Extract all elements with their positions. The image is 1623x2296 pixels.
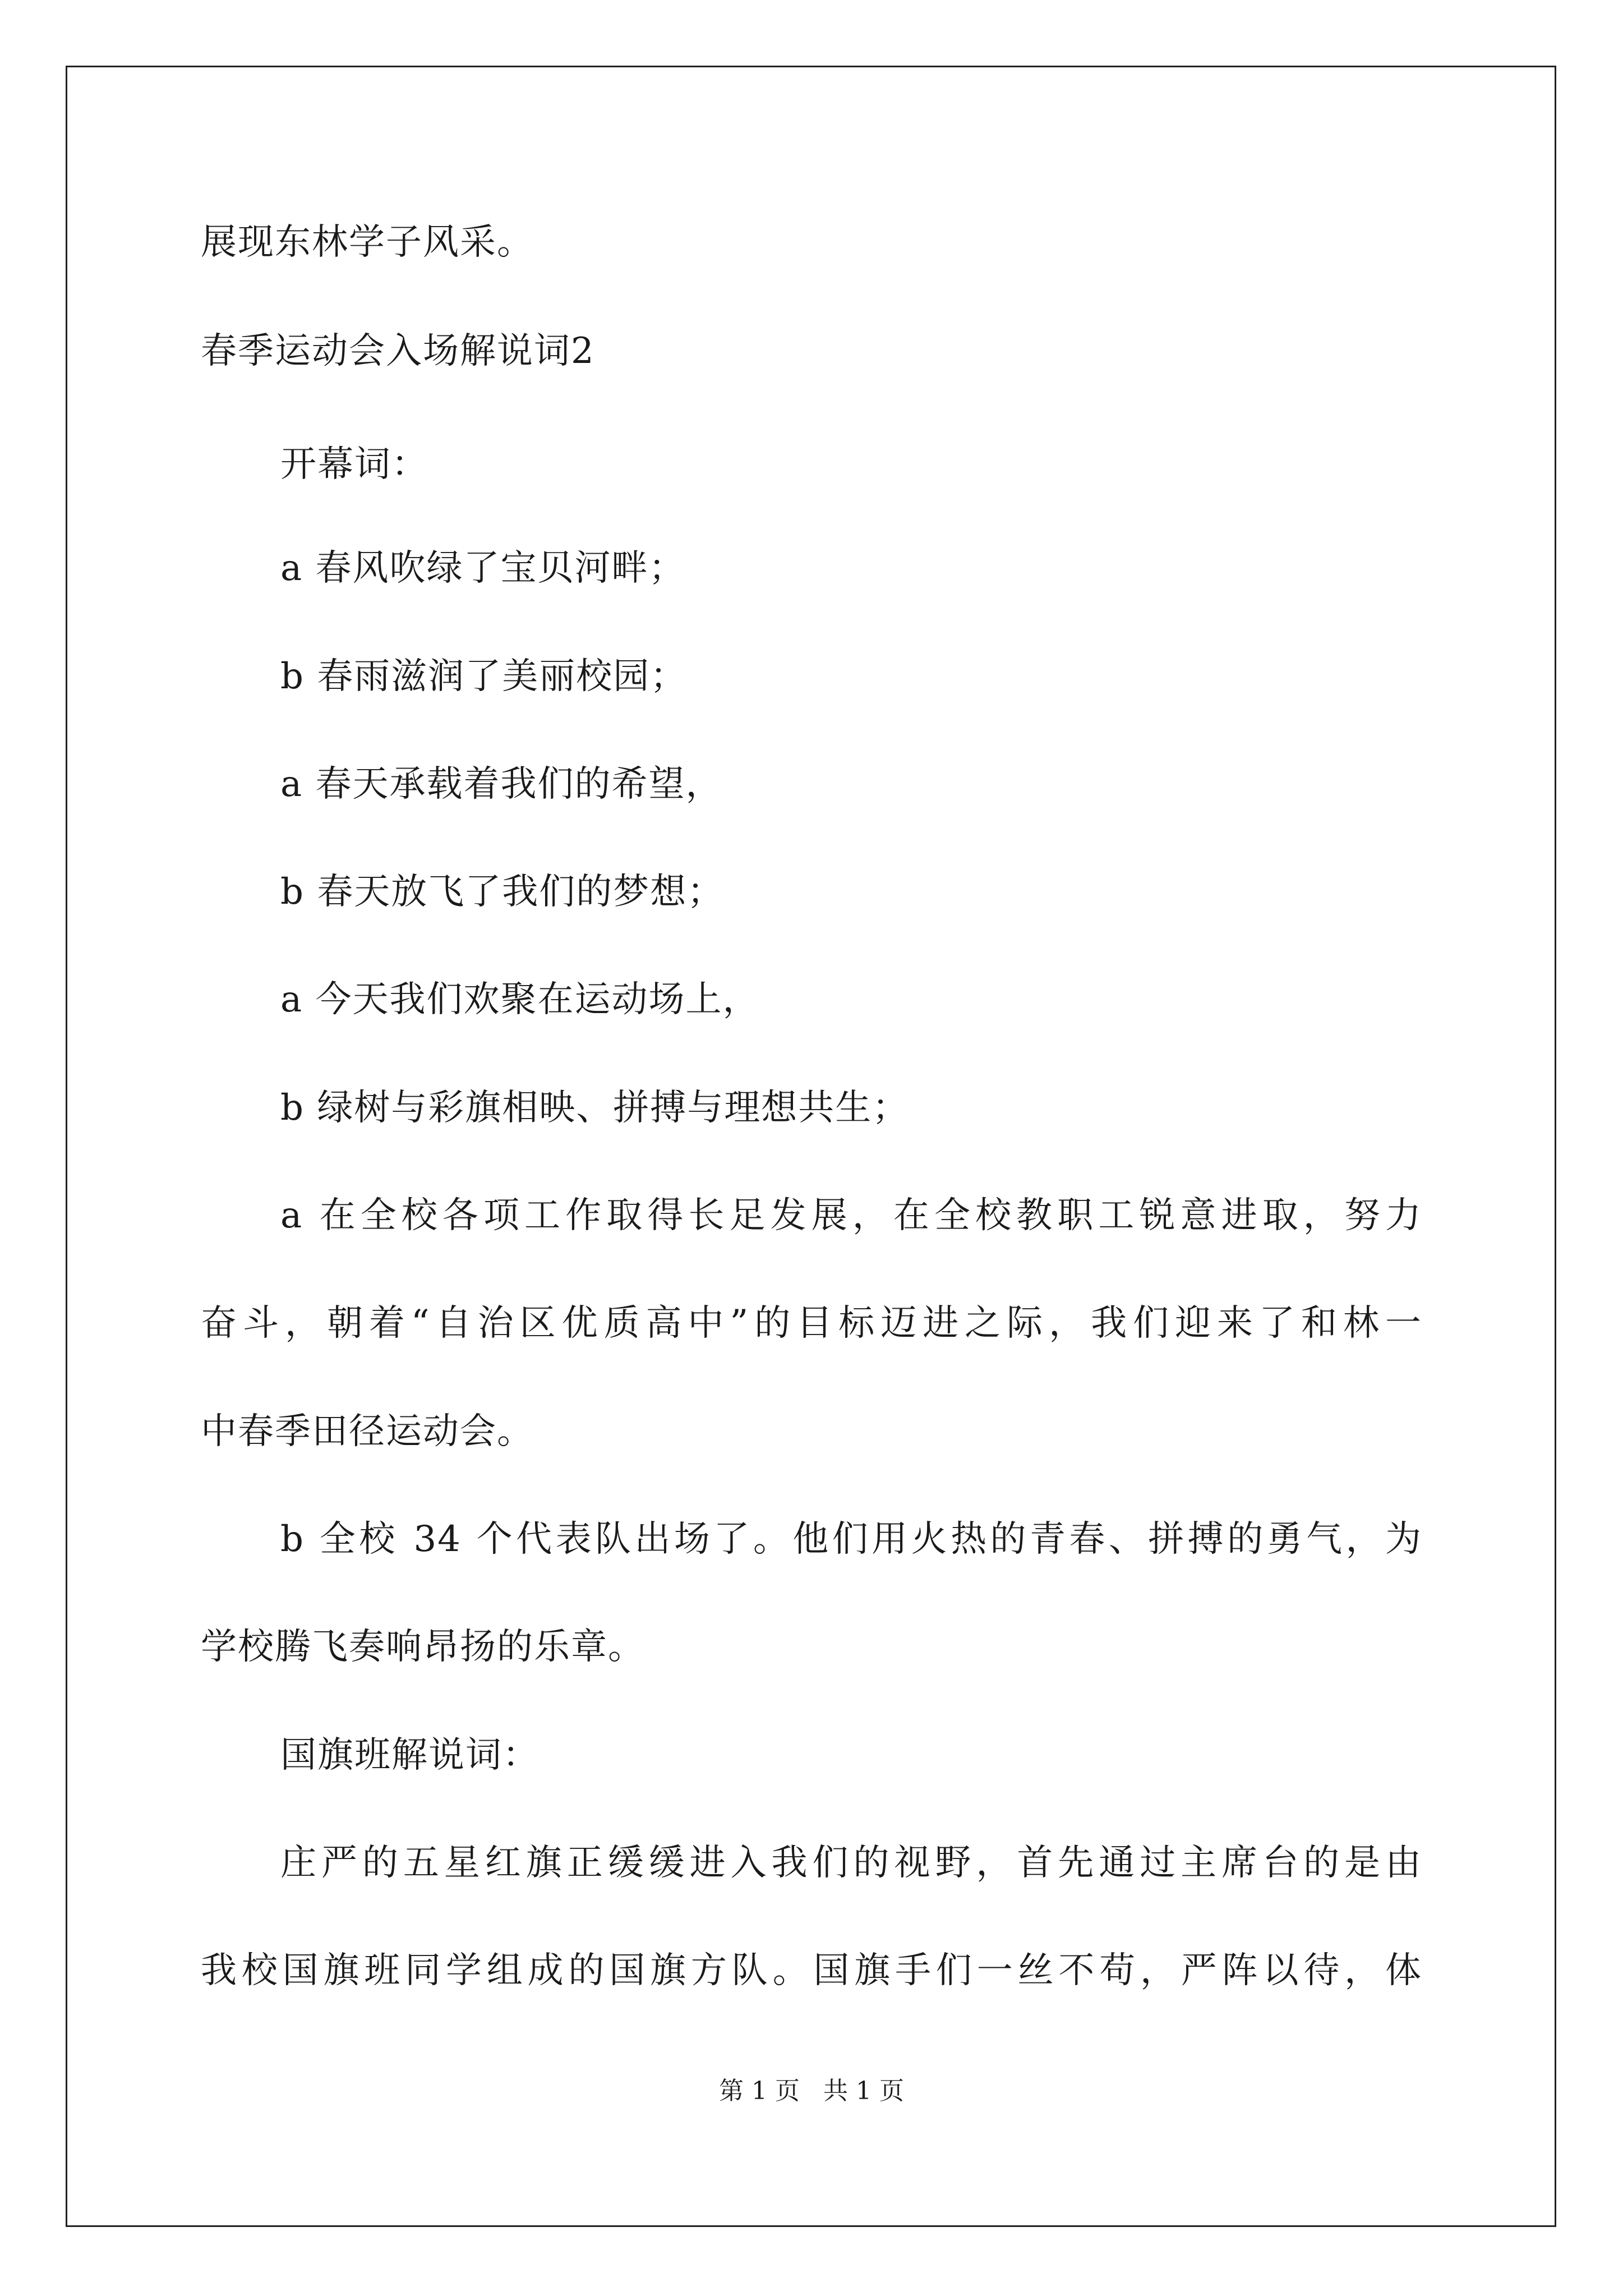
- text-line-17: 我校国旗班同学组成的国旗方队。国旗手们一丝不苟，严阵以待，体: [201, 1950, 1422, 1991]
- text-line-7: b 春天放飞了我们的梦想；: [280, 871, 725, 913]
- text-line-12: 中春季田径运动会。: [201, 1411, 534, 1452]
- text-line-13: b 全校 34 个代表队出场了。他们用火热的青春、拼搏的勇气，为: [280, 1519, 1422, 1560]
- text-line-11: 奋斗，朝着“自治区优质高中”的目标迈进之际，我们迎来了和林一: [201, 1303, 1422, 1344]
- page-footer: 第 1 页 共 1 页: [719, 2077, 904, 2105]
- subheading-opening-remarks: 开幕词：: [280, 444, 428, 485]
- text-line-16: 庄严的五星红旗正缓缓进入我们的视野，首先通过主席台的是由: [280, 1842, 1422, 1884]
- page-frame: [66, 66, 1556, 2227]
- text-line-5: b 春雨滋润了美丽校园；: [280, 656, 688, 697]
- text-line-1: 展现东林学子风采。: [201, 222, 534, 263]
- text-line-10: a 在全校各项工作取得长足发展，在全校教职工锐意进取，努力: [280, 1195, 1422, 1236]
- text-line-9: b 绿树与彩旗相映、拼搏与理想共生；: [280, 1087, 910, 1129]
- subheading-flag-team: 国旗班解说词：: [280, 1734, 540, 1776]
- text-line-14: 学校腾飞奏响昂扬的乐章。: [201, 1626, 645, 1668]
- text-line-8: a 今天我们欢聚在运动场上，: [280, 979, 760, 1020]
- text-line-4: a 春风吹绿了宝贝河畔；: [280, 547, 686, 589]
- section-heading: 春季运动会入场解说词2: [201, 330, 595, 372]
- text-line-6: a 春天承载着我们的希望，: [280, 763, 723, 805]
